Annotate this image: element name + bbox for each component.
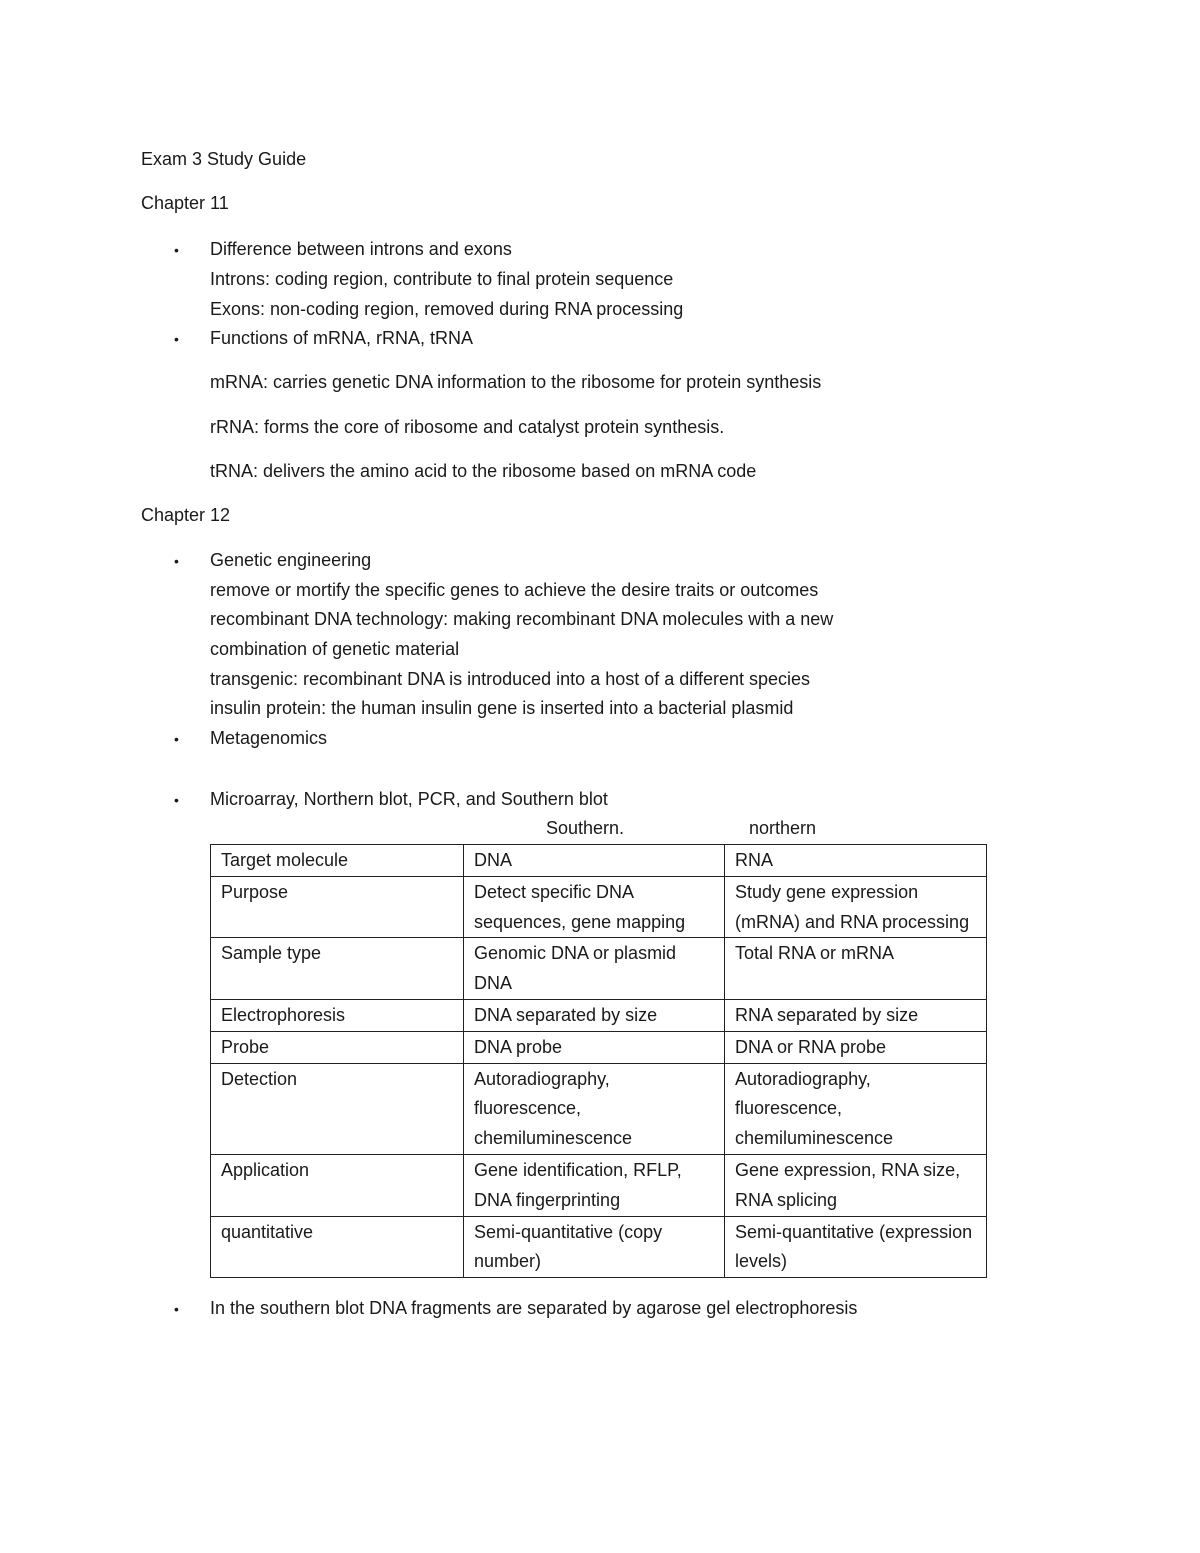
bullet-marker: • [174,731,179,747]
table-row [211,1031,987,1063]
table-row [211,876,987,938]
bullet-introns-exons: Difference between introns and exons [210,239,512,259]
genetic-engineering-line: combination of genetic material [210,639,460,659]
southern-cell: DNA [464,845,725,877]
genetic-engineering-line: remove or mortify the specific genes to achieve the desire traits or outcomes [210,580,819,600]
bullet-blotting-methods: Microarray, Northern blot, PCR, and Southern blot [210,789,608,809]
row-label: Probe [211,1031,464,1063]
bullet-rna-functions: Functions of mRNA, rRNA, tRNA [210,328,474,348]
bullet-marker: • [174,242,179,258]
row-label: Detection [211,1063,464,1154]
southern-cell: Detect specific DNA sequences, gene mapping [464,876,725,938]
row-label: Application [211,1154,464,1216]
row-label: quantitative [211,1216,464,1278]
southern-column-label: Southern. [546,818,625,838]
bullet-southern-blot-note: In the southern blot DNA fragments are separated by agarose gel electrophoresis [210,1298,858,1318]
southern-cell: Genomic DNA or plasmid DNA [464,938,725,1000]
table-row [211,845,987,877]
rrna-definition: rRNA: forms the core of ribosome and catalyst protein synthesis. [210,417,725,437]
northern-cell: DNA or RNA probe [725,1031,987,1063]
chapter-11-heading: Chapter 11 [141,193,229,213]
southern-cell: DNA separated by size [464,999,725,1031]
southern-cell: Semi-quantitative (copy number) [464,1216,725,1278]
northern-column-label: northern [749,818,817,838]
trna-definition: tRNA: delivers the amino acid to the ribosome based on mRNA code [210,461,757,481]
southern-cell: Gene identification, RFLP, DNA fingerprinting [464,1154,725,1216]
southern-cell: Autoradiography, fluorescence, chemiluminescence [464,1063,725,1154]
table-row [211,1216,987,1278]
genetic-engineering-line: transgenic: recombinant DNA is introduced into a host of a different species [210,669,811,689]
northern-cell: RNA separated by size [725,999,987,1031]
bullet-marker: • [174,331,179,347]
row-label: Sample type [211,938,464,1000]
exons-definition: Exons: non-coding region, removed during RNA processing [210,299,684,319]
bullet-marker: • [174,792,179,808]
document-title: Exam 3 Study Guide [141,149,307,169]
introns-definition: Introns: coding region, contribute to final protein sequence [210,269,674,289]
bullet-marker: • [174,553,179,569]
genetic-engineering-line: insulin protein: the human insulin gene is inserted into a bacterial plasmid [210,698,794,718]
bullet-genetic-engineering: Genetic engineering [210,550,372,570]
northern-cell: Semi-quantitative (expression levels) [725,1216,987,1278]
blot-comparison-table [210,844,987,1278]
table-row [211,1063,987,1154]
table-row [211,1154,987,1216]
row-label: Electrophoresis [211,999,464,1031]
bullet-marker: • [174,1301,179,1317]
southern-cell: DNA probe [464,1031,725,1063]
northern-cell: RNA [725,845,987,877]
chapter-12-heading: Chapter 12 [141,505,231,525]
table-row [211,999,987,1031]
bullet-metagenomics: Metagenomics [210,728,328,748]
row-label: Purpose [211,876,464,938]
northern-cell: Autoradiography, fluorescence, chemiluminescence [725,1063,987,1154]
northern-cell: Study gene expression (mRNA) and RNA processing [725,876,987,938]
genetic-engineering-line: recombinant DNA technology: making recombinant DNA molecules with a new [210,609,834,629]
northern-cell: Total RNA or mRNA [725,938,987,1000]
mrna-definition: mRNA: carries genetic DNA information to the ribosome for protein synthesis [210,372,822,392]
row-label: Target molecule [211,845,464,877]
table-row [211,938,987,1000]
northern-cell: Gene expression, RNA size, RNA splicing [725,1154,987,1216]
